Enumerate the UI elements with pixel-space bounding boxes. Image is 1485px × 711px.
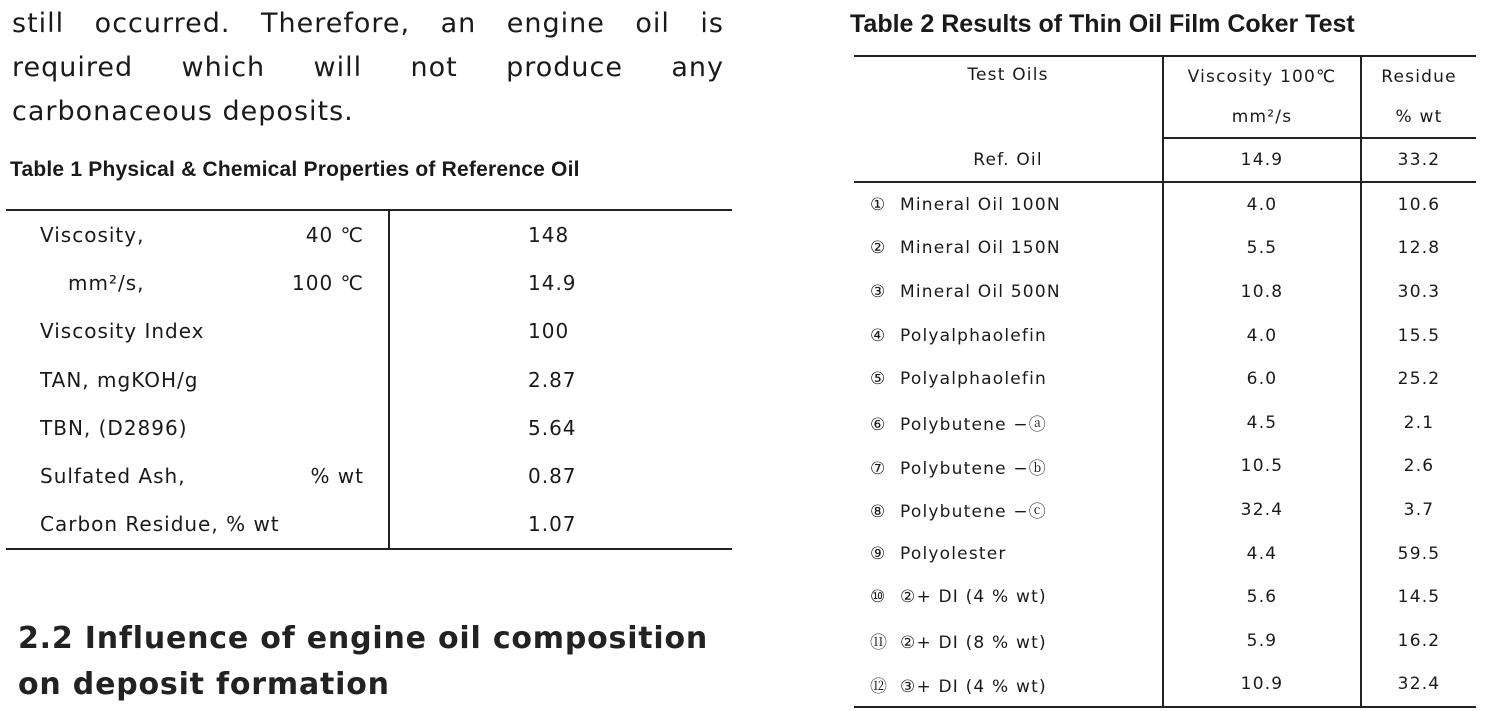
row-label: mm²/s, xyxy=(68,271,145,296)
table-row xyxy=(854,401,1476,445)
row-value: 2.87 xyxy=(389,356,732,404)
table-row xyxy=(854,532,1476,576)
row-label: Viscosity, xyxy=(40,223,145,248)
oil-viscosity: 4.4 xyxy=(1163,532,1361,576)
oil-name: Polyolester xyxy=(900,543,1007,564)
section-heading xyxy=(18,616,738,708)
oil-residue: 59.5 xyxy=(1361,532,1476,576)
oil-viscosity: 4.5 xyxy=(1163,401,1361,445)
header-viscosity: Viscosity 100℃ xyxy=(1163,56,1361,97)
oil-viscosity: 5.9 xyxy=(1163,619,1361,663)
row-label: Carbon Residue, % wt xyxy=(40,512,280,537)
oil-name: Polybutene −ⓒ xyxy=(900,502,1048,523)
oil-residue: 14.5 xyxy=(1361,575,1476,619)
heading-line: on deposit formation xyxy=(18,667,390,702)
table2-caption: Table 2 Results of Thin Oil Film Coker Test xyxy=(850,10,1355,38)
paragraph-line: required which will not produce any xyxy=(12,52,724,83)
table1-caption: Table 1 Physical & Chemical Properties of Reference Oil xyxy=(10,158,580,181)
oil-residue: 2.6 xyxy=(1361,445,1476,489)
oil-number: ⑩ xyxy=(870,587,887,608)
oil-viscosity: 4.0 xyxy=(1163,182,1361,227)
oil-residue: 32.4 xyxy=(1361,663,1476,708)
table-row xyxy=(854,663,1476,708)
table-row xyxy=(6,500,732,549)
oil-number: ⑦ xyxy=(870,458,887,479)
heading-line: 2.2 Influence of engine oil composition xyxy=(18,621,709,656)
oil-residue: 25.2 xyxy=(1361,357,1476,401)
oil-residue: 10.6 xyxy=(1361,182,1476,227)
oil-residue: 16.2 xyxy=(1361,619,1476,663)
oil-viscosity: 32.4 xyxy=(1163,488,1361,532)
table-row xyxy=(6,307,732,355)
table-row xyxy=(854,445,1476,489)
header-residue-unit: % wt xyxy=(1361,97,1476,138)
table1 xyxy=(6,209,732,550)
row-temp: 40 ℃ xyxy=(305,223,364,248)
oil-number: ⑪ xyxy=(870,633,889,654)
table-row xyxy=(854,575,1476,619)
oil-name: Polyalphaolefin xyxy=(900,369,1048,390)
oil-name: ②+ DI (4 % wt) xyxy=(900,587,1047,608)
table-row xyxy=(6,356,732,404)
paragraph-line: still occurred. Therefore, an engine oil is xyxy=(12,8,724,39)
oil-number: ③ xyxy=(870,281,887,302)
oil-name: ②+ DI (8 % wt) xyxy=(900,633,1047,654)
oil-number: ⑧ xyxy=(870,502,887,523)
oil-viscosity: 10.8 xyxy=(1163,270,1361,314)
oil-name: ③+ DI (4 % wt) xyxy=(900,676,1047,697)
oil-number: ⑨ xyxy=(870,543,887,564)
oil-number: ① xyxy=(870,194,887,215)
table-row xyxy=(6,259,732,307)
row-label: TAN, mgKOH/g xyxy=(40,367,199,392)
oil-residue: 33.2 xyxy=(1361,138,1476,182)
header-residue: Residue xyxy=(1361,56,1476,97)
table-row xyxy=(6,404,732,452)
table-row xyxy=(854,314,1476,358)
oil-name: Polybutene −ⓐ xyxy=(900,415,1048,436)
table-row xyxy=(854,270,1476,314)
row-value: 0.87 xyxy=(389,452,732,500)
oil-number: ② xyxy=(870,238,887,259)
oil-residue: 12.8 xyxy=(1361,227,1476,271)
table-row xyxy=(854,182,1476,227)
oil-number: ⑫ xyxy=(870,676,889,697)
table-row xyxy=(854,357,1476,401)
oil-residue: 2.1 xyxy=(1361,401,1476,445)
oil-viscosity: 4.0 xyxy=(1163,314,1361,358)
row-value: 5.64 xyxy=(389,404,732,452)
oil-viscosity: 14.9 xyxy=(1163,138,1361,182)
row-value: 14.9 xyxy=(389,259,732,307)
row-temp: 100 ℃ xyxy=(292,271,364,296)
table-row xyxy=(854,619,1476,663)
oil-number: ④ xyxy=(870,325,887,346)
paragraph-line: carbonaceous deposits. xyxy=(12,96,354,127)
table-row xyxy=(6,452,732,500)
body-paragraph xyxy=(12,2,724,134)
oil-viscosity: 10.5 xyxy=(1163,445,1361,489)
table-row xyxy=(854,227,1476,271)
oil-residue: 15.5 xyxy=(1361,314,1476,358)
oil-residue: 30.3 xyxy=(1361,270,1476,314)
table-header-row xyxy=(854,56,1476,97)
row-label: Sulfated Ash, xyxy=(40,464,186,489)
table2 xyxy=(854,55,1476,708)
row-value: 100 xyxy=(389,307,732,355)
oil-residue: 3.7 xyxy=(1361,488,1476,532)
oil-name: Mineral Oil 500N xyxy=(900,281,1061,302)
oil-number: ⑤ xyxy=(870,369,887,390)
row-label: Viscosity Index xyxy=(40,319,205,344)
oil-viscosity: 5.5 xyxy=(1163,227,1361,271)
oil-name: Ref. Oil xyxy=(854,138,1163,182)
oil-number: ⑥ xyxy=(870,415,887,436)
row-temp: % wt xyxy=(310,464,364,489)
oil-name: Mineral Oil 150N xyxy=(900,238,1061,259)
row-value: 148 xyxy=(389,210,732,259)
header-viscosity-unit: mm²/s xyxy=(1163,97,1361,138)
row-value: 1.07 xyxy=(389,500,732,549)
oil-viscosity: 10.9 xyxy=(1163,663,1361,708)
oil-viscosity: 5.6 xyxy=(1163,575,1361,619)
oil-name: Mineral Oil 100N xyxy=(900,194,1061,215)
header-test-oils: Test Oils xyxy=(967,65,1049,85)
oil-viscosity: 6.0 xyxy=(1163,357,1361,401)
reference-row xyxy=(854,138,1476,182)
row-label: TBN, (D2896) xyxy=(40,415,188,440)
table-row xyxy=(854,488,1476,532)
table-row xyxy=(6,210,732,259)
oil-name: Polybutene −ⓑ xyxy=(900,458,1048,479)
oil-name: Polyalphaolefin xyxy=(900,325,1048,346)
